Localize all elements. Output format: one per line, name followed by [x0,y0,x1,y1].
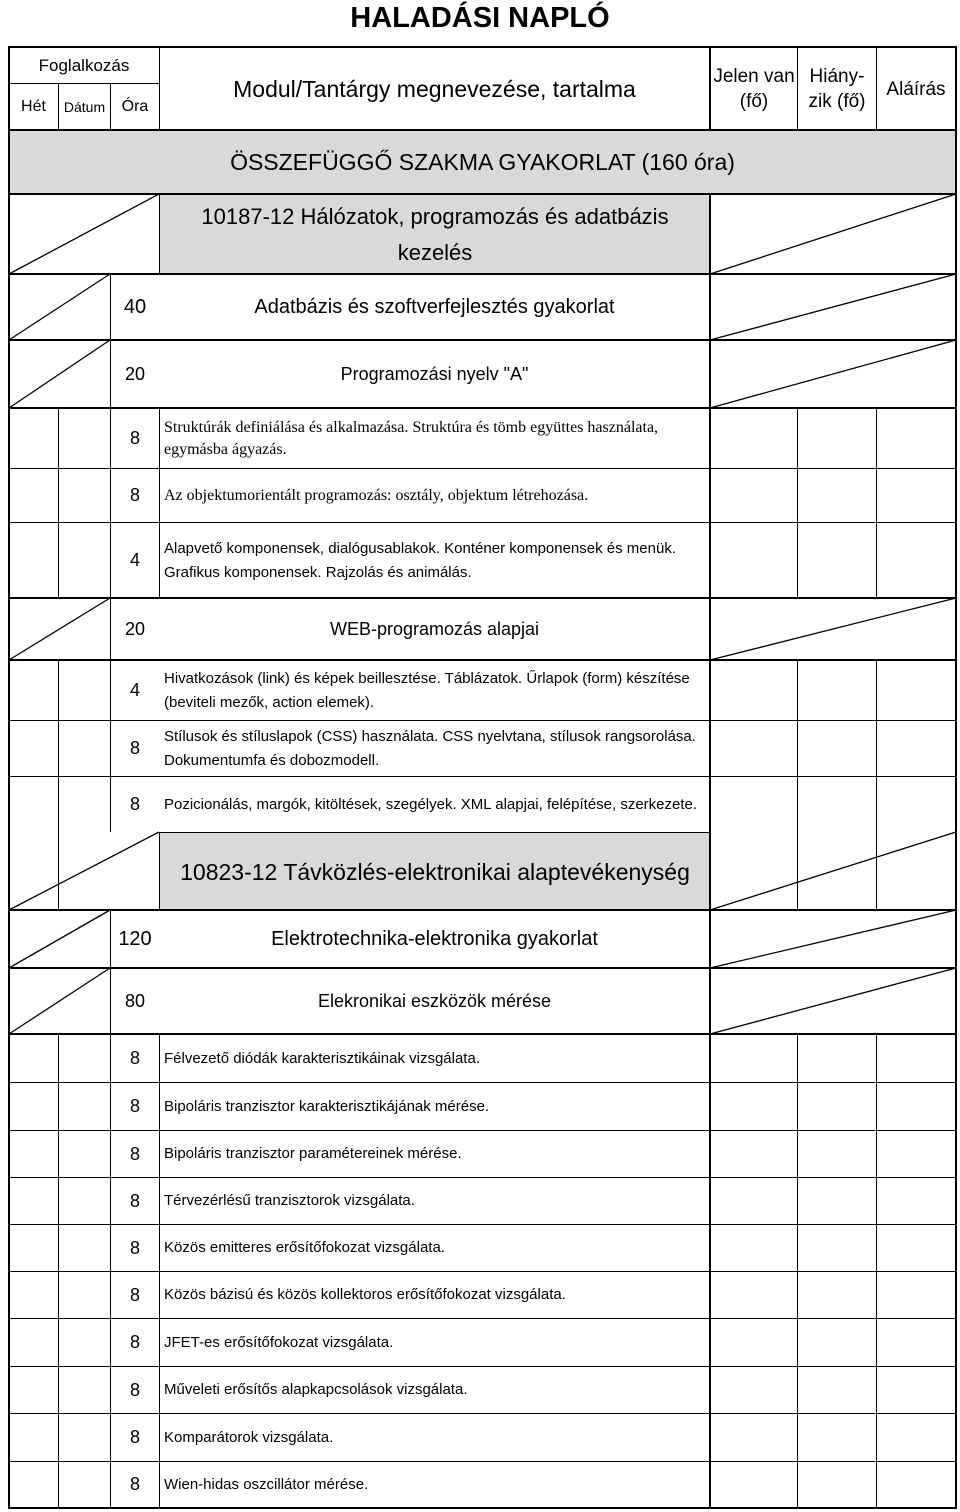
page-title: HALADÁSI NAPLÓ [350,2,610,34]
module1-title: 10187-12 Hálózatok, programozás és adatbázis kezelés [201,203,669,265]
row-topic: Hivatkozások (link) és képek beillesztése. Táblázatok. Űrlapok (form) készítése (beviteli mezők, action elemek). [164,669,690,711]
topic1-hours: 20 [124,364,146,384]
row-hours: 8 [129,428,140,448]
row-topic: Térvezérlésű tranzisztorok vizsgálata. [164,1192,415,1209]
row-topic: Pozicionálás, margók, kitöltések, szegélyek. XML alapjai, felépítése, szerkezete. [164,795,698,813]
row-hours: 8 [129,1048,140,1068]
row-topic: Műveleti erősítős alapkapcsolások vizsgálata. [164,1381,468,1398]
row-topic: Bipoláris tranzisztor paramétereinek mérése. [164,1145,462,1162]
row-topic: Stílusok és stíluslapok (CSS) használata. CSS nyelvtana, stílusok rangsorolása. Dokumentumfa és dobozmodell. [164,727,696,769]
header-absent [798,48,876,130]
row-hours: 8 [129,738,140,758]
header-present-line1: Jelen van [713,66,795,87]
header-present [711,48,797,130]
header-module: Modul/Tantárgy megnevezése, tartalma [233,75,636,102]
topic3-title: Elekronikai eszközök mérése [317,991,552,1011]
subject2-hours: 120 [118,928,152,950]
row-hours: 8 [129,1474,140,1494]
header-hour: Óra [121,98,149,115]
header-week: Hét [21,98,46,115]
row-hours: 4 [129,680,140,700]
row-hours: 8 [129,1284,140,1305]
header-absent-line2: zik (fő) [808,91,866,112]
topic3-hours: 80 [124,991,146,1011]
row-hours: 8 [129,1190,140,1211]
row-topic: JFET-es erősítőfokozat vizsgálata. [164,1333,394,1351]
header-foglalkozas: Foglalkozás [38,56,130,75]
row-topic: Alapvető komponensek, dialógusablakok. Konténer komponensek és menük. Grafikus komponensek. Rajzolás és animálás. [164,539,676,581]
row-hours: 8 [129,485,140,505]
row-hours: 8 [129,1332,140,1352]
row-topic: Struktúrák definiálása és alkalmazása. Struktúra és tömb együttes használata, egymásba ágyazás. [164,418,659,458]
row-topic: Közös bázisú és közös kollektoros erősítőfokozat vizsgálata. [164,1286,566,1303]
row-topic: Az objektumorientált programozás: osztály, objektum létrehozása. [164,486,589,504]
row-hours: 4 [129,550,140,570]
subject1-title: Adatbázis és szoftverfejlesztés gyakorlat [254,296,615,318]
row-hours: 8 [129,1096,140,1116]
header-absent-line1: Hiány- [809,66,865,87]
subject1-hours: 40 [123,296,147,318]
topic1-title: Programozási nyelv "A" [340,364,529,384]
topic2-hours: 20 [124,619,146,639]
row-hours: 8 [129,1427,140,1447]
row-topic: Wien-hidas oszcillátor mérése. [164,1475,369,1493]
main-section-title: ÖSSZEFÜGGŐ SZAKMA GYAKORLAT (160 óra) [230,149,735,175]
row-hours: 8 [129,1237,140,1258]
topic2-title: WEB-programozás alapjai [329,619,540,639]
row-topic: Félvezető diódák karakterisztikáinak vizsgálata. [164,1049,480,1067]
subject2-title: Elektrotechnika-elektronika gyakorlat [271,928,598,950]
row-topic: Komparátorok vizsgálata. [164,1428,334,1446]
row-hours: 8 [129,1379,140,1400]
header-date: Dátum [63,99,106,115]
row-topic: Bipoláris tranzisztor karakterisztikájának mérése. [164,1097,490,1115]
header-present-line2: (fő) [739,91,769,112]
row-topic: Közös emitteres erősítőfokozat vizsgálata. [164,1239,445,1256]
module2-title: 10823-12 Távközlés-elektronikai alaptevékenység [180,858,690,885]
header-signature: Aláírás [886,78,946,100]
row-hours: 8 [129,1143,140,1164]
row-hours: 8 [129,794,140,814]
